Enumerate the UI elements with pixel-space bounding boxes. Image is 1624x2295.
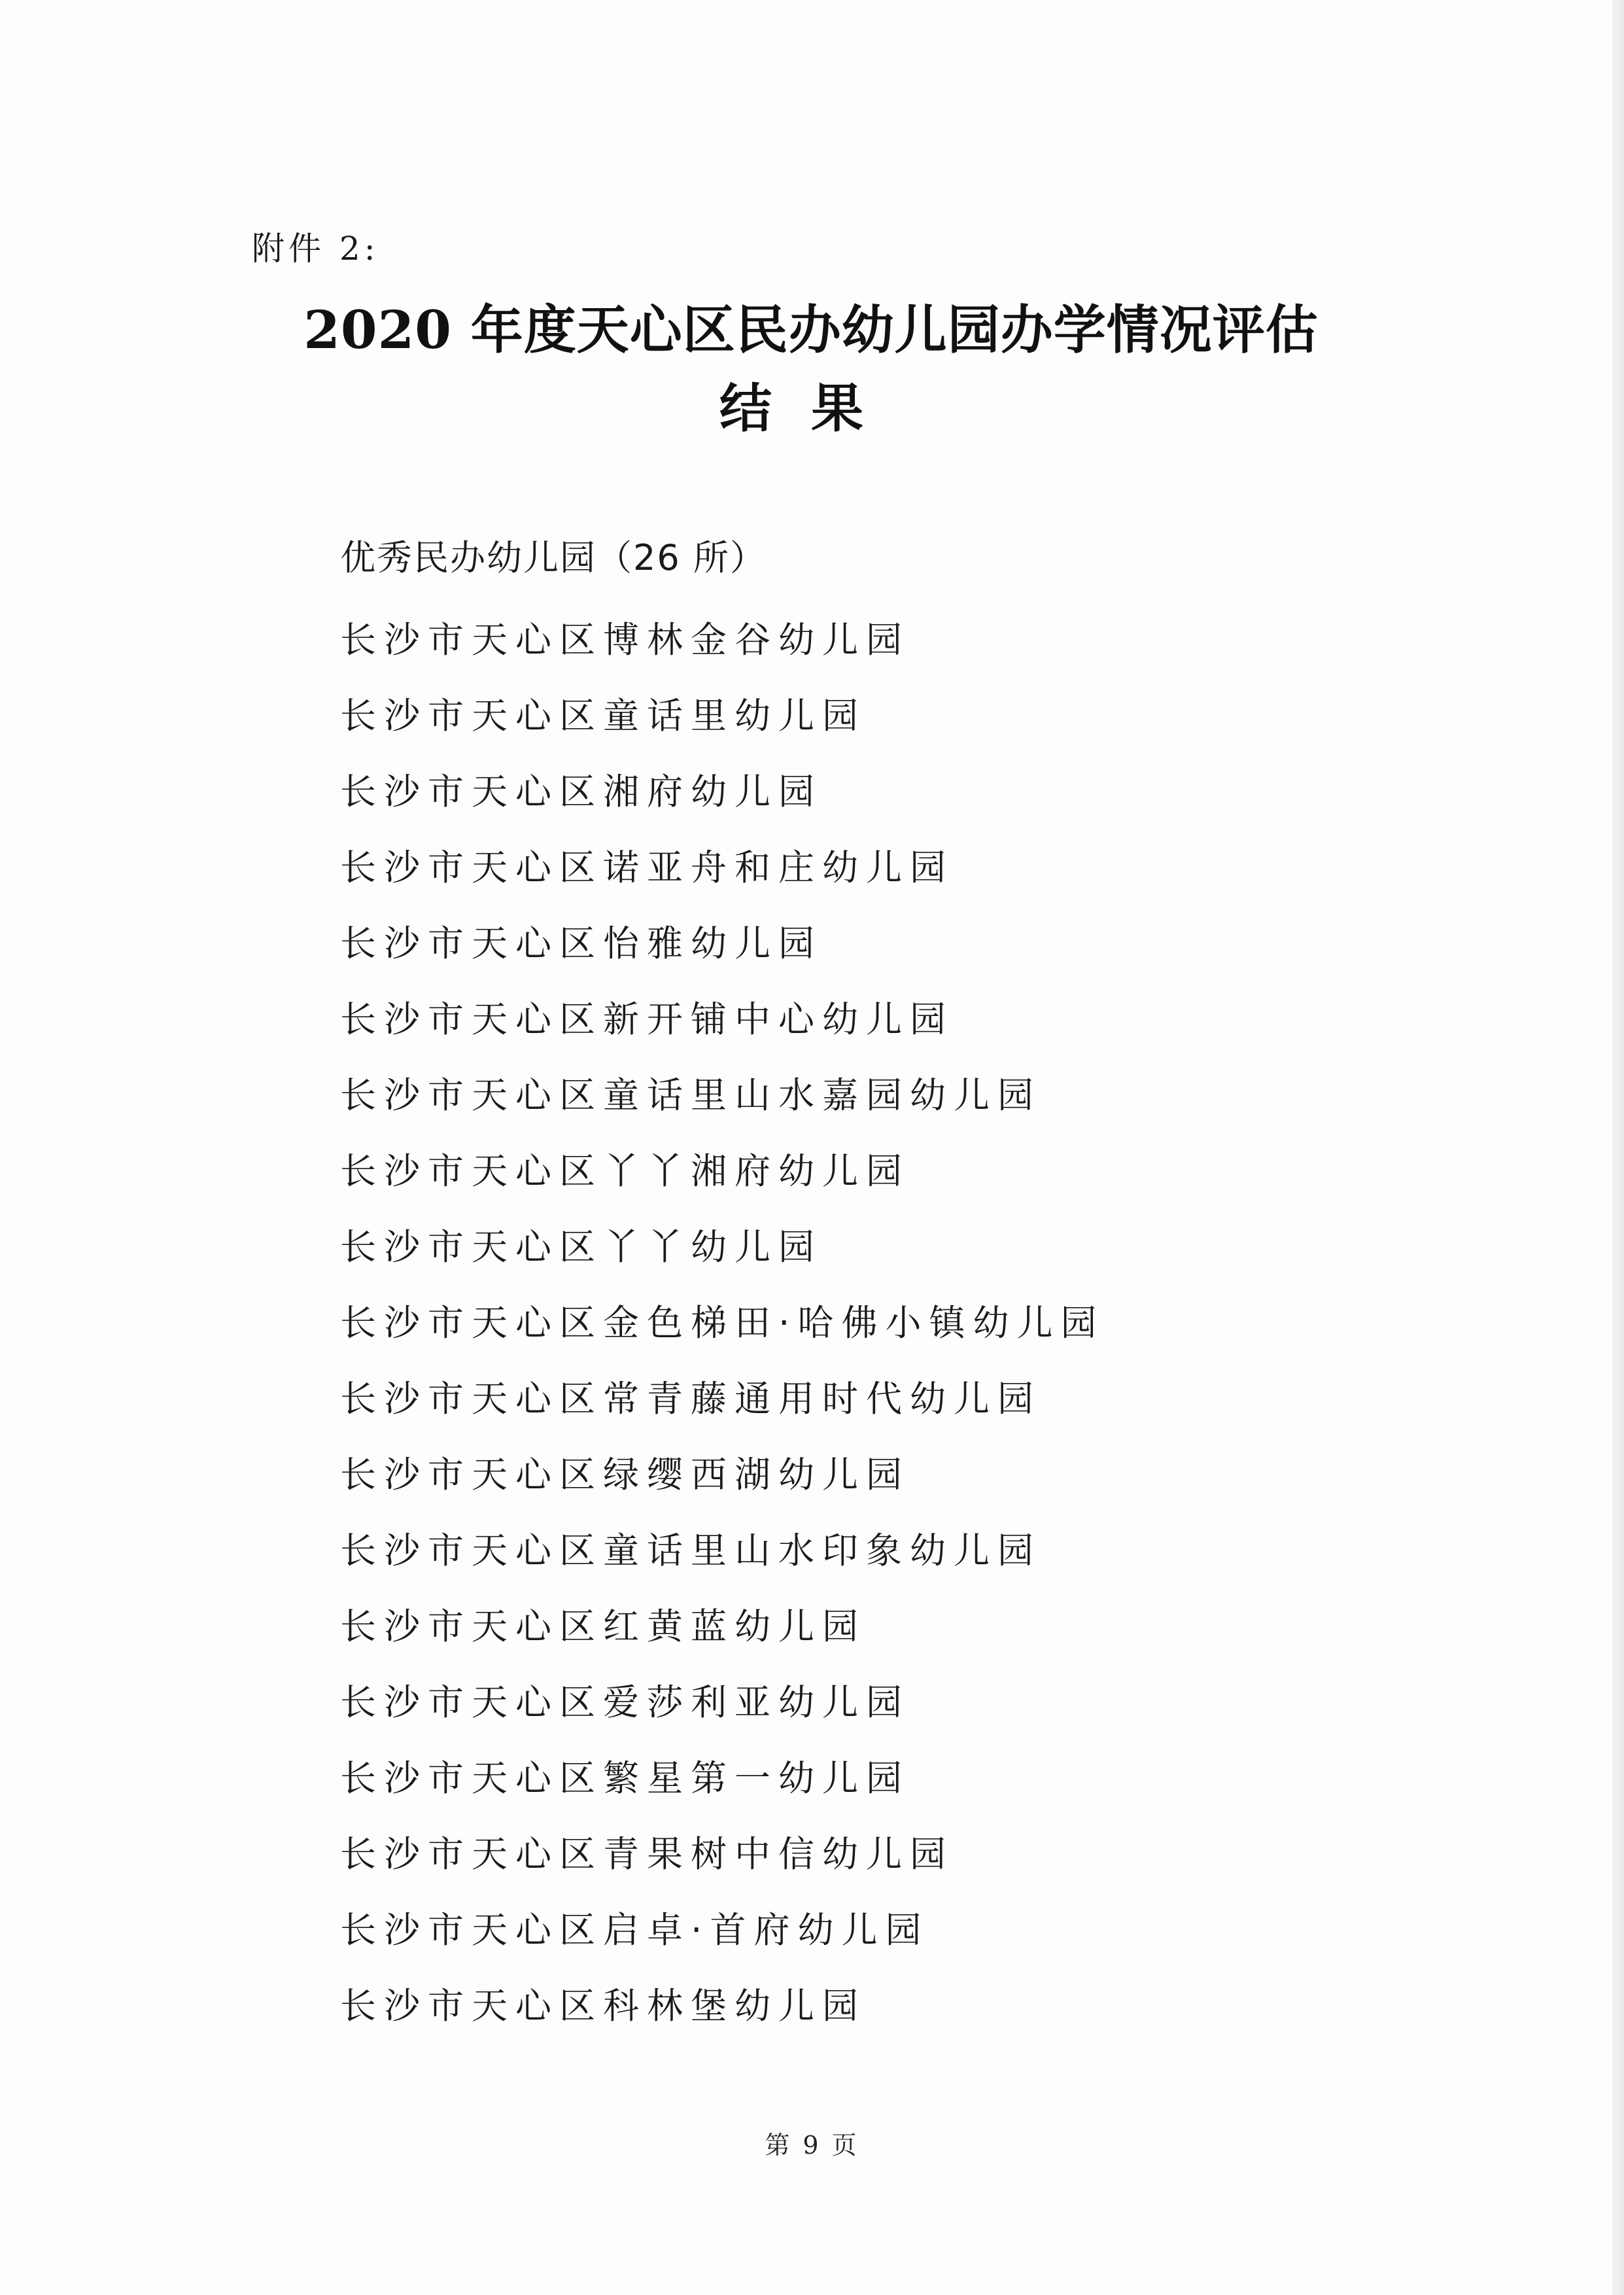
document-title-line2: 结果 bbox=[719, 377, 903, 439]
list-item: 长沙市天心区繁星第一幼儿园 bbox=[340, 1757, 910, 1799]
attachment-label: 附件 2: bbox=[252, 230, 379, 268]
section-heading: 优秀民办幼儿园（26 所） bbox=[340, 537, 767, 578]
list-item: 长沙市天心区诺亚舟和庄幼儿园 bbox=[340, 847, 954, 888]
list-item: 长沙市天心区科林堡幼儿园 bbox=[340, 1985, 867, 2027]
list-item: 长沙市天心区青果树中信幼儿园 bbox=[340, 1833, 954, 1875]
list-item: 长沙市天心区博林金谷幼儿园 bbox=[340, 619, 910, 661]
scan-edge-shadow bbox=[1612, 0, 1624, 2295]
list-item: 长沙市天心区常青藤通用时代幼儿园 bbox=[340, 1378, 1042, 1420]
list-item: 长沙市天心区启卓·首府幼儿园 bbox=[340, 1909, 929, 1951]
document-title-line1: 2020 年度天心区民办幼儿园办学情况评估 bbox=[303, 299, 1319, 360]
kindergarten-list bbox=[340, 602, 1104, 2044]
page-number: 第 9 页 bbox=[765, 2131, 859, 2160]
list-item: 长沙市天心区童话里山水印象幼儿园 bbox=[340, 1530, 1042, 1571]
list-item: 长沙市天心区童话里山水嘉园幼儿园 bbox=[340, 1074, 1042, 1116]
list-item: 长沙市天心区新开铺中心幼儿园 bbox=[340, 998, 954, 1040]
list-item: 长沙市天心区红黄蓝幼儿园 bbox=[340, 1605, 867, 1647]
list-item: 长沙市天心区童话里幼儿园 bbox=[340, 695, 867, 737]
list-item: 长沙市天心区丫丫湘府幼儿园 bbox=[340, 1150, 910, 1192]
list-item: 长沙市天心区爱莎利亚幼儿园 bbox=[340, 1681, 910, 1723]
list-item: 长沙市天心区湘府幼儿园 bbox=[340, 771, 823, 813]
list-item: 长沙市天心区丫丫幼儿园 bbox=[340, 1226, 823, 1268]
list-item: 长沙市天心区怡雅幼儿园 bbox=[340, 922, 823, 964]
list-item: 长沙市天心区金色梯田·哈佛小镇幼儿园 bbox=[340, 1302, 1105, 1344]
list-item: 长沙市天心区绿缨西湖幼儿园 bbox=[340, 1454, 910, 1496]
